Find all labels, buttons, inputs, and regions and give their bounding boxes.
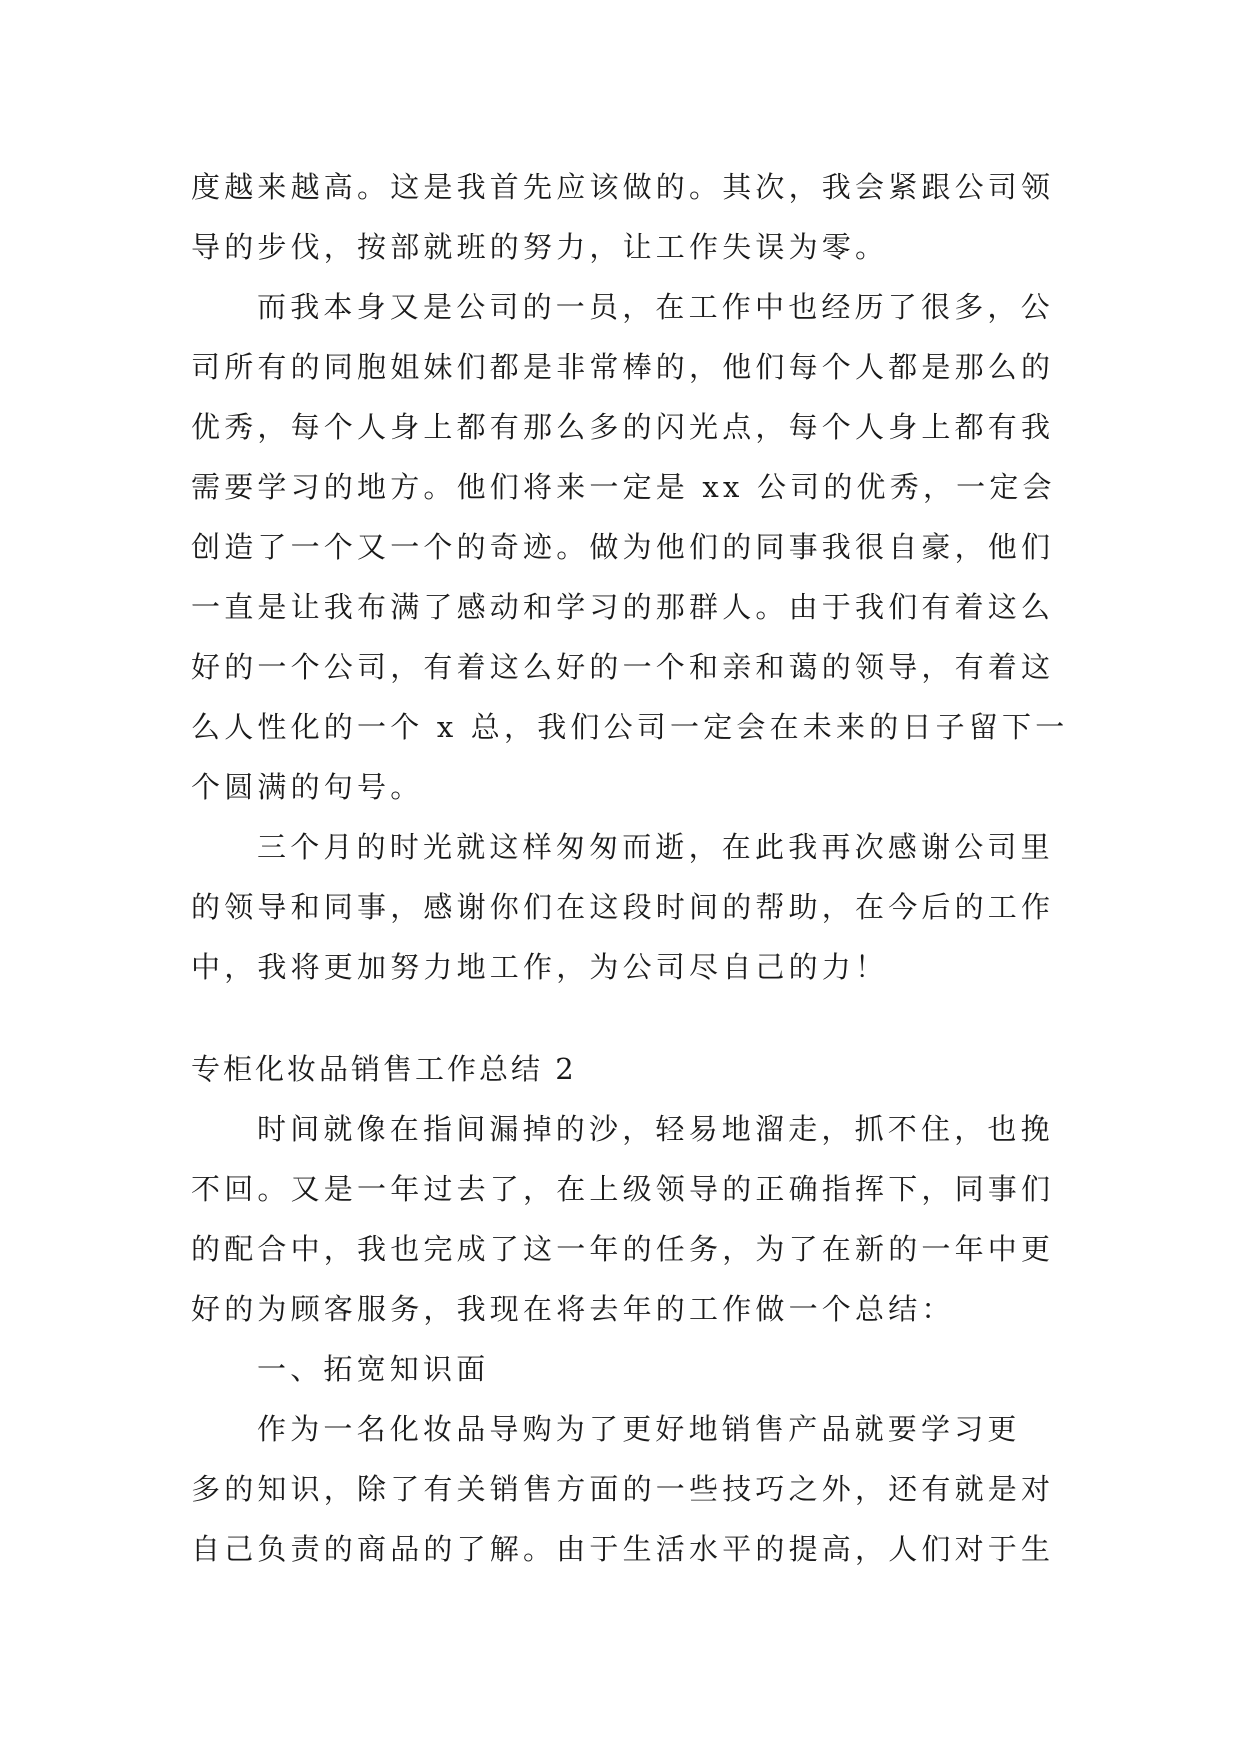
text-line: 度越来越高。这是我首先应该做的。其次，我会紧跟公司领	[191, 170, 1055, 204]
text-line: 好的为顾客服务，我现在将去年的工作做一个总结：	[191, 1292, 955, 1326]
text-line: 优秀，每个人身上都有那么多的闪光点，每个人身上都有我	[191, 410, 1055, 444]
section-title: 专柜化妆品销售工作总结 2	[191, 1052, 577, 1086]
text-line: 多的知识，除了有关销售方面的一些技巧之外，还有就是对	[191, 1472, 1055, 1506]
text-line: 而我本身又是公司的一员，在工作中也经历了很多，公	[257, 290, 1054, 324]
paragraph	[191, 1399, 1053, 1579]
text-line: 时间就像在指间漏掉的沙，轻易地溜走，抓不住，也挽	[257, 1112, 1054, 1146]
section-spacer	[191, 997, 1053, 1039]
text-line: 导的步伐，按部就班的努力，让工作失误为零。	[191, 230, 889, 264]
text-line: 三个月的时光就这样匆匆而逝，在此我再次感谢公司里	[257, 830, 1054, 864]
text-line: 不回。又是一年过去了，在上级领导的正确指挥下，同事们	[191, 1172, 1055, 1206]
text-line: 中，我将更加努力地工作，为公司尽自己的力！	[191, 950, 889, 984]
text-line: 创造了一个又一个的奇迹。做为他们的同事我很自豪，他们	[191, 530, 1055, 564]
text-line: 的配合中，我也完成了这一年的任务，为了在新的一年中更	[191, 1232, 1055, 1266]
document-body	[191, 157, 1069, 1579]
paragraph	[191, 817, 1053, 997]
paragraph	[191, 277, 1069, 817]
text-line: 好的一个公司，有着这么好的一个和亲和蔼的领导，有着这	[191, 650, 1055, 684]
text-line: 司所有的同胞姐妹们都是非常棒的，他们每个人都是那么的	[191, 350, 1055, 384]
subheading: 一、拓宽知识面	[257, 1352, 490, 1386]
paragraph	[191, 1099, 1053, 1339]
text-line: 的领导和同事，感谢你们在这段时间的帮助，在今后的工作	[191, 890, 1055, 924]
text-line: 一直是让我布满了感动和学习的那群人。由于我们有着这么	[191, 590, 1055, 624]
text-line: 作为一名化妆品导购为了更好地销售产品就要学习更	[257, 1412, 1021, 1446]
text-line: 自己负责的商品的了解。由于生活水平的提高，人们对于生	[191, 1532, 1055, 1566]
paragraph	[191, 157, 1053, 277]
text-line: 么人性化的一个 x 总，我们公司一定会在未来的日子留下一	[191, 710, 1069, 744]
text-line: 个圆满的句号。	[191, 770, 424, 804]
text-line: 需要学习的地方。他们将来一定是 xx 公司的优秀，一定会	[191, 470, 1056, 504]
